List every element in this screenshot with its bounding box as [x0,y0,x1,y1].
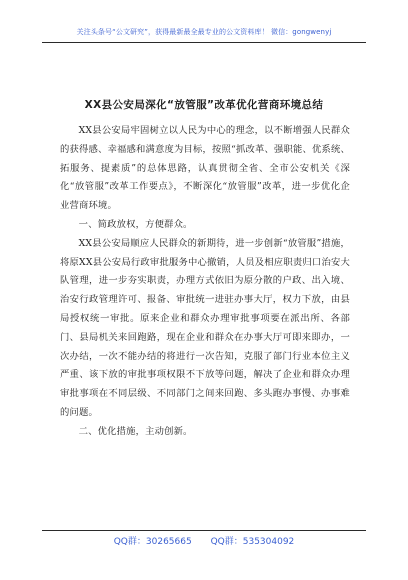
paragraph-section-1: XX县公安局顺应人民群众的新期待，进一步创新“放管服”措施，将原XX县公安局行政审批服务中心撤销，人员及相应职责归口治安大队管理，进一步夯实职责，办理方式依旧为原分散的户政、出入境、治安行政管理许可、报备、审批统一进驻办事大厅，权力下放，由县局授权统一审批。原来企业和群众办理审批事项要在派出所、各部门、县局机关来回跑路，现在企业和群众在办事大厅可即来即办，一次办结，一次不能办结的将进行一次告知，克服了部门行业本位主义严重、该下放的审批事项权限不下放等问题，解决了企业和群众办理审批事项在不同层级、不同部门之间来回跑、多头跑办事慢、办事难的问题。 [60,237,350,418]
footer-contacts [0,534,408,547]
section-heading-2: 二、优化措施，主动创新。 [78,425,193,437]
header-note: 关注头条号“公文研究”，获得最新最全最专业的公文资料库！ 微信：gongwenyj [76,28,332,36]
document-title: XX县公安局深化“放管服”改革优化营商环境总结 [84,99,324,111]
footer-qq-group-2: QQ群：535304092 [210,537,295,547]
document-body [60,122,350,442]
footer-qq-group-1: QQ群：30265665 [113,537,192,547]
paragraph-intro: XX县公安局牢固树立以人民为中心的理念，以不断增强人民群众的获得感、幸福感和满意度为目标，按照“抓改革、强职能、优系统、拓服务、提素质”的总体思路，认真贯彻全省、全市公安机关《深化“放管服”改革工作要点》，不断深化“放管服”改革，进一步优化企业营商环境。 [60,125,350,212]
header-divider [42,42,366,43]
section-heading-1: 一、简政放权，方便群众。 [78,218,193,230]
footer-divider [42,530,366,531]
